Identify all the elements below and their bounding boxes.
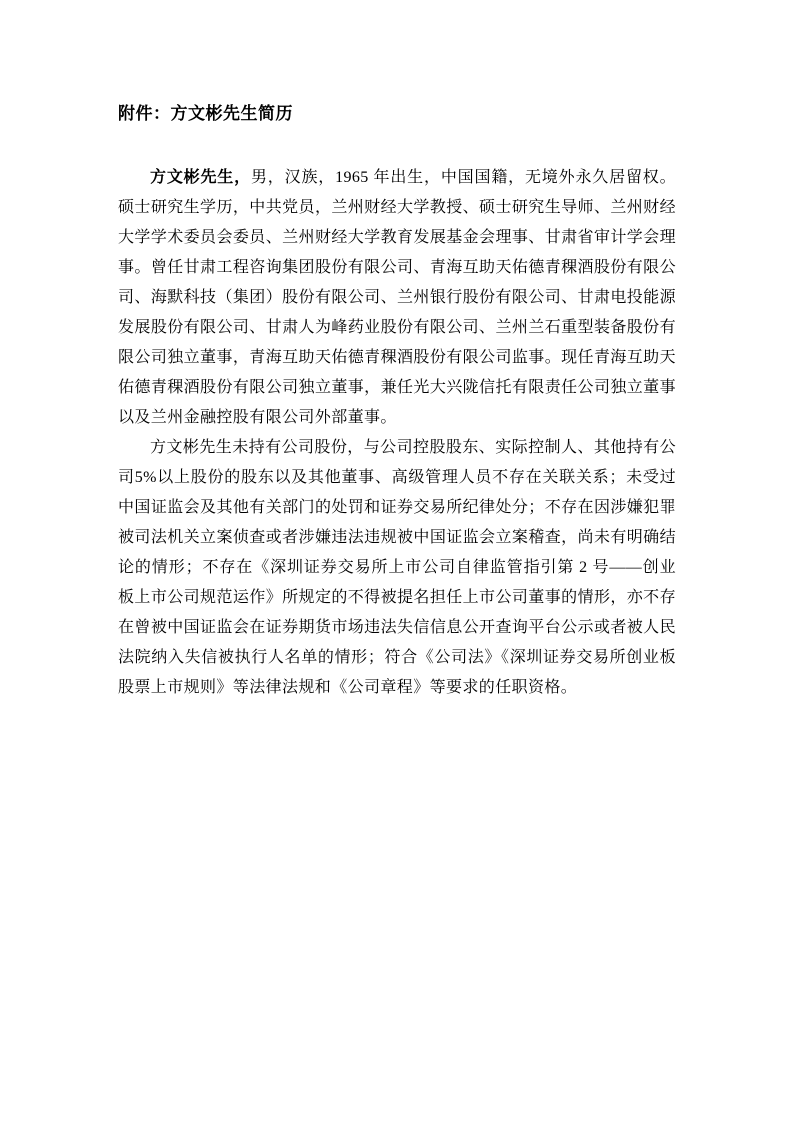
bio-paragraph-text: 男，汉族，1965 年出生，中国国籍，无境外永久居留权。硕士研究生学历，中共党员，兰州财经大学教授、硕士研究生导师、兰州财经大学学术委员会委员、兰州财经大学教育发展基金会理事、甘肃省审计学会理事。曾任甘肃工程咨询集团股份有限公司、青海互助天佑德青稞酒股份有限公司、海默科技（集团）股份有限公司、兰州银行股份有限公司、甘肃电投能源发展股份有限公司、甘肃人为峰药业股份有限公司、兰州兰石重型装备股份有限公司独立董事，青海互助天佑德青稞酒股份有限公司监事。现任青海互助天佑德青稞酒股份有限公司独立董事，兼任光大兴陇信托有限责任公司独立董事以及兰州金融控股有限公司外部董事。: [118, 169, 676, 426]
document-title: 附件：方文彬先生简历: [118, 104, 293, 123]
qualification-paragraph: [118, 433, 676, 703]
bio-paragraph: [118, 163, 676, 433]
person-name-lead: 方文彬先生，: [150, 169, 251, 186]
qualification-paragraph-text: 方文彬先生未持有公司股份，与公司控股股东、实际控制人、其他持有公司5%以上股份的股东以及其他董事、高级管理人员不存在关联关系；未受过中国证监会及其他有关部门的处罚和证券交易所纪律处分；不存在因涉嫌犯罪被司法机关立案侦查或者涉嫌违法违规被中国证监会立案稽查，尚未有明确结论的情形；不存在《深圳证券交易所上市公司自律监管指引第 2 号——创业板上市公司规范运作》所规定的不得被提名担任上市公司董事的情形，亦不存在曾被中国证监会在证券期货市场违法失信信息公开查询平台公示或者被人民法院纳入失信被执行人名单的情形；符合《公司法》《深圳证券交易所创业板股票上市规则》等法律法规和《公司章程》等要求的任职资格。: [118, 439, 676, 696]
document-content: [118, 103, 676, 703]
